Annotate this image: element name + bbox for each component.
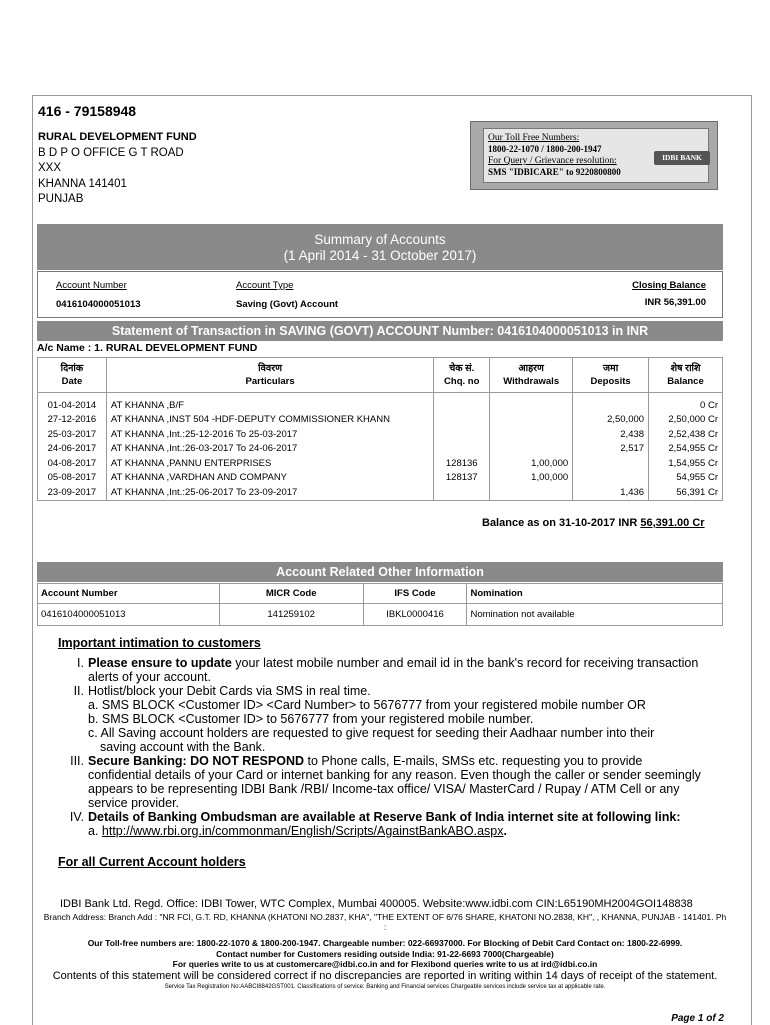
other-info-table [37, 583, 723, 626]
toll-free-footer: Our Toll-free numbers are: 1800-22-1070 & 1800-200-1947. Chargeable number: 022-66937000. For Blocking of Debit Card Contact on: 1800-22-6999. [87, 938, 683, 948]
outside-india-contact: Contact number for Customers residing outside India: 91-22-6693 7000(Chargeable) [216, 948, 554, 959]
summary-account-number-header: Account Number [56, 280, 127, 291]
queries-email: For queries write to us at customercare@idbi.co.in and for Flexibond queries write to us at ird@idbi.co.in [172, 959, 598, 969]
intimation-item-2: II. Hotlist/block your Debit Cards via SMS in real time. [73, 684, 371, 698]
other-info-title-bar: Account Related Other Information [37, 562, 723, 582]
col-withdrawals: आहरण Withdrawals [490, 358, 573, 393]
address-line: RURAL DEVELOPMENT FUND [38, 131, 197, 143]
toll-free-numbers: 1800-22-1070 / 1800-200-1947 [488, 144, 602, 154]
table-row: 25-03-2017 AT KHANNA ,Int.:25-12-2016 To 25-03-2017 2,438 2,52,438 Cr [38, 428, 723, 443]
summary-period: (1 April 2014 - 31 October 2017) [283, 248, 477, 263]
address-line: XXX [38, 162, 62, 174]
other-info-row: 0416104000051013 141259102 IBKL0000416 Nomination not available [38, 604, 723, 626]
toll-free-title: Our Toll Free Numbers: [488, 133, 580, 143]
sms-instruction: SMS "IDBICARE" to 9220800800 [488, 167, 621, 177]
query-label: For Query / Grievance resolution: [488, 156, 617, 166]
transactions-header-row [38, 358, 723, 393]
page-number: Page 1 of 2 [671, 1013, 724, 1024]
table-row: 27-12-2016 AT KHANNA ,INST 504 -HDF-DEPUTY COMMISSIONER KHANN 2,50,000 2,50,000 Cr [38, 413, 723, 428]
closing-balance-value: 56,391.00 Cr [640, 517, 705, 529]
address-line: PUNJAB [38, 193, 84, 205]
address-line: B D P O OFFICE G T ROAD [38, 146, 184, 159]
address-line: KHANNA 141401 [38, 177, 127, 190]
toll-free-box [470, 121, 718, 190]
intimation-item-1: I. Please ensure to update your latest mobile number and email id in the bank's record for receiving transaction [77, 656, 699, 670]
regd-office: IDBI Bank Ltd. Regd. Office: IDBI Tower, WTC Complex, Mumbai 400005. Website:www.idbi.com CIN:L65190MH2004GOI148838 [60, 898, 693, 910]
important-intimation: Important intimation to customers I. Please ensure to update your latest mobile number and email id in the bank's record for receiving transaction alerts of your account. II. Hotlist/block your Debit Cards via SMS in real time. a. SMS BLOCK <Customer ID> <Card Number> to 5676777 from your registered mobile number OR b. SMS BLOCK <Customer ID> to 5676777 from your registered mobile number. c. All Saving account holders are requested to give request for seeding their Aadhaar number into their saving account with the Bank. III. Secure Banking: DO NOT RESPOND to Phone calls, E-mails, SMSs etc. requesting you to provide confidential details of your Card or internet banking for any reason. Even though the caller or sender seemingly appears to be representing IDBI Bank /RBI/ Income-tax office/ VISA/ MasterCard / Rupay / ATM Cell or any service provider. IV. Details of Banking Ombudsman are available at Reserve Bank of India internet site at following link: a. http://www.rbi.org.in/commonman/English/Scripts/AgainstBankABO.aspx. [58, 636, 728, 838]
branch-address: Branch Address: Branch Add : "NR FCI, G.T. RD, KHANNA (KHATONI NO.2837, KHA", "THE EXTENT OF 6/76 SHARE, KHATONI NO.2838, KH", , KHANNA, PUNJAB - 141401. Ph [43, 912, 727, 922]
statement-id: 416 - 79158948 [38, 103, 137, 119]
intimation-heading: Important intimation to customers [58, 636, 261, 650]
summary-account-type-header: Account Type [236, 280, 294, 291]
idbi-bank-logo: IDBI BANK [654, 151, 710, 165]
intimation-item-3: III. Secure Banking: DO NOT RESPOND to Phone calls, E-mails, SMSs etc. requesting you to provide [70, 754, 643, 768]
correctness-note: Contents of this statement will be considered correct if no discrepancies are reported in writing within 14 days of receipt of the statement. [52, 969, 718, 982]
col-chq-no: चेक सं. Chq. no [434, 358, 490, 393]
statement-title-bar: Statement of Transaction in SAVING (GOVT) ACCOUNT Number: 0416104000051013 in INR [37, 321, 723, 341]
table-row: 04-08-2017 AT KHANNA ,PANNU ENTERPRISES 128136 1,00,000 1,54,955 Cr [38, 457, 723, 472]
col-balance: शेष राशि Balance [649, 358, 723, 393]
summary-box [37, 271, 723, 318]
col-deposits: जमा Deposits [573, 358, 649, 393]
summary-title: Summary of Accounts [314, 232, 446, 247]
ombudsman-link[interactable]: http://www.rbi.org.in/commonman/English/Scripts/AgainstBankABO.aspx [101, 824, 504, 838]
summary-title-bar [37, 224, 723, 270]
summary-account-number: 0416104000051013 [56, 299, 141, 310]
intimation-item-4: IV. Details of Banking Ombudsman are available at Reserve Bank of India internet site at following link: [69, 810, 681, 824]
transactions-table [37, 357, 723, 501]
col-date: दिनांक Date [38, 358, 107, 393]
summary-closing-balance: INR 56,391.00 [644, 297, 706, 308]
closing-balance-line: Balance as on 31-10-2017 INR 56,391.00 Cr [482, 517, 705, 529]
service-tax-note: Service Tax Registration No:AABCI8842GST001. Classifications of service: Banking and Financial services Chargeable services include service tax at applicable rate. [164, 983, 606, 990]
footer-notes [0, 938, 770, 991]
customer-address [38, 130, 197, 208]
summary-account-type: Saving (Govt) Account [236, 299, 339, 310]
current-account-heading: For all Current Account holders [58, 855, 246, 869]
col-particulars: विवरण Particulars [106, 358, 433, 393]
table-row: 05-08-2017 AT KHANNA ,VARDHAN AND COMPANY 128137 1,00,000 54,955 Cr [38, 471, 723, 486]
other-info-header-row: Account Number MICR Code IFS Code Nomination [38, 584, 723, 604]
summary-closing-balance-header: Closing Balance [632, 280, 706, 291]
table-row: 23-09-2017 AT KHANNA ,Int.:25-06-2017 To 23-09-2017 1,436 56,391 Cr [38, 486, 723, 501]
table-row: 01-04-2014 AT KHANNA ,B/F 0 Cr [38, 399, 723, 414]
toll-free-panel [483, 128, 709, 183]
table-row: 24-06-2017 AT KHANNA ,Int.:26-03-2017 To 24-06-2017 2,517 2,54,955 Cr [38, 442, 723, 457]
account-name: A/c Name : 1. RURAL DEVELOPMENT FUND [37, 342, 258, 354]
branch-colon: : [384, 923, 387, 932]
